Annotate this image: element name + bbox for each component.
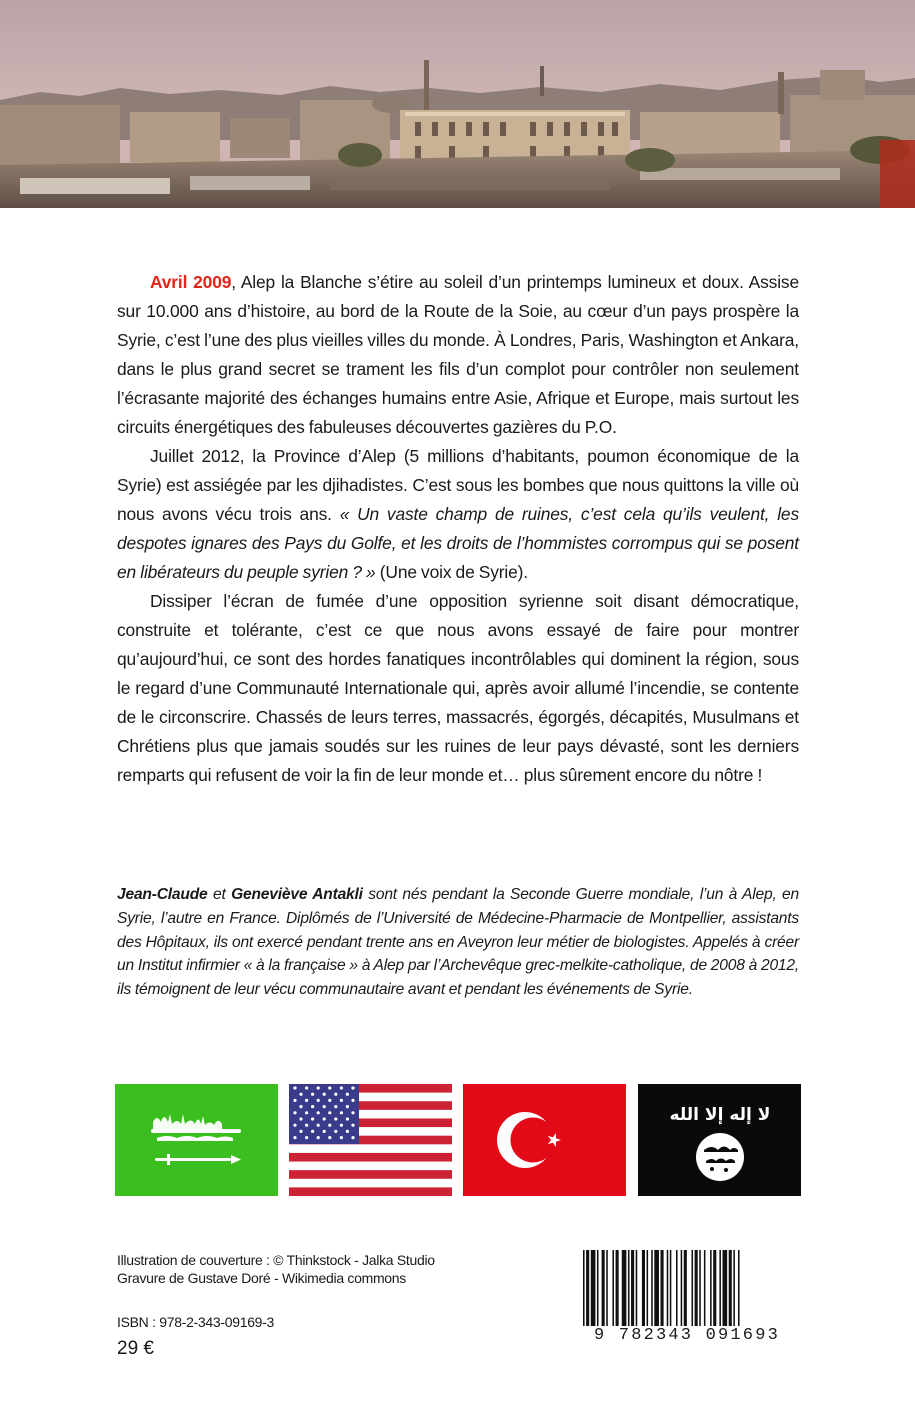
black-banner-flag-icon [638, 1084, 801, 1196]
blurb-p3-text: Dissiper l’écran de fumée d’une opposition syrienne soit disant démocratique, construite et tolérante, c’est ce que nous avons essayé de faire pour montrer qu’aujourd’hui, ce sont des hordes fanatiques incontrôlables qui dominent la région, sous le regard d’une Communauté Internationale qui, après avoir allumé l’incendie, se contente de le circonscrire. Chassés de leurs terres, massacrés, égorgés, décapités, Musulmans et Chrétiens plus que jamais soudés sur les ruines de leur pays dévasté, sont les derniers remparts qui refusent de voir la fin de leur monde et… plus sûrement encore du nôtre ! [117, 591, 799, 785]
author-name-2: Geneviève Antakli [231, 886, 363, 903]
author-name-1: Jean-Claude [117, 886, 208, 903]
blurb-paragraph-3 [117, 587, 799, 790]
saudi-flag-icon [115, 1084, 278, 1196]
blurb-p2-text: Juillet 2012, la Province d’Alep (5 millions d’habitants, poumon économique de la Syrie) est assiégée par les djihadistes. C’est sous les bombes que nous quittons la ville où nous avons vécu trois ans. [117, 446, 799, 524]
banner-text: لا إله إلا الله [669, 1105, 771, 1125]
blurb-paragraph-1 [117, 268, 799, 442]
cover-illustration-credit: Illustration de couverture : © Thinkstock - Jalka Studio [117, 1252, 435, 1268]
us-flag-icon [289, 1084, 452, 1196]
barcode-digits: 9 782343 091693 [578, 1326, 796, 1345]
barcode-image [573, 1246, 801, 1364]
author-bio-text: sont nés pendant la Seconde Guerre mondiale, l’un à Alep, en Syrie, l’autre en France. Diplômés de l’Université de Médecine-Pharmacie de Montpellier, assistants des Hôpitaux, ils ont exercé pendant trente ans en Aveyron leur métier de biologistes. Appelés à créer un Institut infirmier « à la française » à Alep par l’Archevêque grec-melkite-catholique, de 2008 à 2012, ils témoignent de leur vécu communautaire avant et pendant les événements de Syrie. [117, 886, 799, 999]
engraving-credit: Gravure de Gustave Doré - Wikimedia commons [117, 1270, 406, 1286]
blurb-p2-source: (Une voix de Syrie). [375, 562, 528, 582]
city-panorama-image [0, 0, 915, 208]
cover-photo-aleppo [0, 0, 915, 208]
back-cover-blurb [117, 268, 799, 790]
author-joiner: et [207, 886, 232, 903]
date-highlight: Avril 2009 [150, 272, 232, 292]
isbn-text: ISBN : 978-2-343-09169-3 [117, 1314, 275, 1330]
blurb-p1-text: , Alep la Blanche s’étire au soleil d’un printemps lumineux et doux. Assise sur 10.000 ans d’histoire, au bord de la Route de la Soie, au cœur d’un pays prospère la Syrie, c’est l’une des plus vieilles villes du monde. À Londres, Paris, Washington et Ankara, dans le plus grand secret se trament les fils d’un complot pour contrôler non seulement l’écrasante majorité des échanges humains entre Asie, Afrique et Europe, mais surtout les circuits énergétiques des fabuleuses découvertes gazières du P.O. [117, 272, 799, 437]
blurb-paragraph-2 [117, 442, 799, 587]
price-text: 29 € [117, 1338, 154, 1359]
author-bio [117, 883, 799, 1002]
blurb-p2-quote: « Un vaste champ de ruines, c’est cela qu’ils veulent, les despotes ignares des Pays du Golfe, et les droits de l’hommistes corrompus qui se posent en libérateurs du peuple syrien ? » [117, 504, 799, 582]
turkey-flag-icon [463, 1084, 626, 1196]
